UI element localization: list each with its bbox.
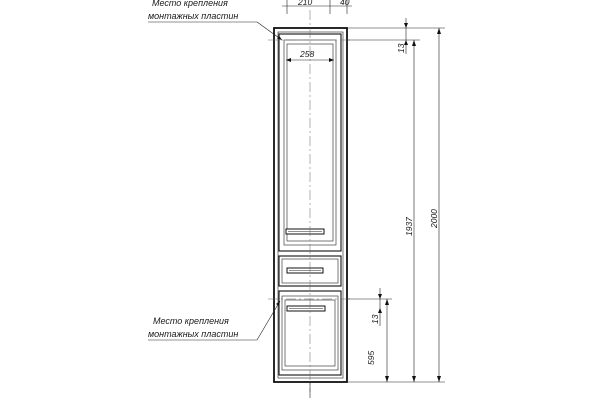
bottom-note-line-2: монтажных пластин (148, 329, 239, 339)
body-height-dimension (404, 40, 416, 382)
extension-lines (347, 28, 445, 382)
total-height-dimension (429, 28, 441, 382)
bottom-note-line-1: Место крепления (153, 316, 229, 326)
top-right-cut-label: 40 (340, 0, 350, 7)
lower-offset-label: 13 (370, 314, 380, 324)
inner-width-label: 258 (300, 49, 315, 59)
top-note-line-2: монтажных пластин (148, 11, 239, 21)
top-offset-label: 13 (396, 43, 406, 53)
top-mounting-note (148, 0, 282, 40)
top-left-cut-label: 210 (298, 0, 313, 7)
top-note-line-1: Место крепления (152, 0, 228, 8)
bottom-mounting-note (148, 301, 280, 340)
center-lines (268, 10, 352, 392)
total-height-label: 2000 (429, 209, 439, 228)
lower-height-label: 595 (366, 350, 376, 365)
top-offset-dimension (396, 18, 408, 54)
body-height-label: 1937 (404, 217, 414, 236)
lower-height-dimension (366, 299, 389, 382)
top-width-dimension (282, 0, 352, 14)
lower-offset-dimension (370, 288, 382, 326)
